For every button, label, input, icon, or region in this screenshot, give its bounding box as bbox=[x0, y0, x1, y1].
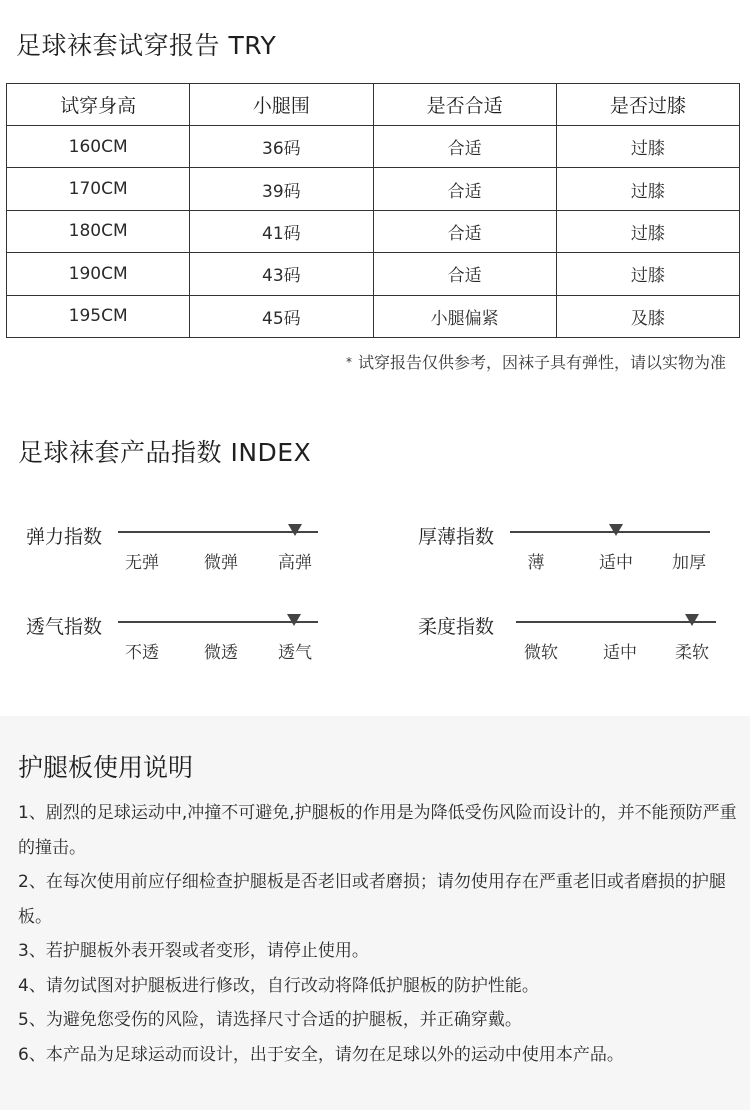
index-marker-icon bbox=[288, 524, 302, 536]
index-label: 厚薄指数 bbox=[418, 526, 495, 548]
index-marker-icon bbox=[685, 614, 699, 626]
table-row bbox=[7, 168, 740, 210]
cell-calf: 36码 bbox=[190, 126, 373, 168]
cell-height: 195CM bbox=[7, 295, 190, 337]
cell-calf: 45码 bbox=[190, 295, 373, 337]
cell-over-knee: 过膝 bbox=[556, 126, 739, 168]
index-marker-icon bbox=[609, 524, 623, 536]
cell-fit: 合适 bbox=[373, 210, 556, 252]
header-fit: 是否合适 bbox=[373, 84, 556, 126]
cell-over-knee: 过膝 bbox=[556, 168, 739, 210]
table-row bbox=[7, 295, 740, 337]
cell-fit: 小腿偏紧 bbox=[373, 295, 556, 337]
shin-guard-title: 护腿板使用说明 bbox=[18, 753, 194, 782]
index-option: 微弹 bbox=[204, 553, 238, 573]
cell-fit: 合适 bbox=[373, 253, 556, 295]
index-option: 薄 bbox=[527, 553, 545, 573]
index-option: 高弹 bbox=[278, 553, 312, 573]
header-height: 试穿身高 bbox=[7, 84, 190, 126]
table-header-row bbox=[7, 84, 740, 126]
cell-calf: 39码 bbox=[190, 168, 373, 210]
index-breathability bbox=[26, 612, 346, 682]
index-option: 微透 bbox=[204, 643, 238, 663]
table-row bbox=[7, 253, 740, 295]
index-thickness bbox=[418, 522, 738, 592]
index-option: 不透 bbox=[125, 643, 159, 663]
cell-over-knee: 及膝 bbox=[556, 295, 739, 337]
index-option: 适中 bbox=[603, 643, 637, 663]
cell-over-knee: 过膝 bbox=[556, 210, 739, 252]
cell-calf: 43码 bbox=[190, 253, 373, 295]
table-row bbox=[7, 210, 740, 252]
cell-fit: 合适 bbox=[373, 126, 556, 168]
table-row bbox=[7, 126, 740, 168]
index-option: 适中 bbox=[599, 553, 633, 573]
index-elasticity bbox=[26, 522, 346, 592]
list-item: 6、本产品为足球运动而设计，出于安全，请勿在足球以外的运动中使用本产品。 bbox=[18, 1044, 624, 1065]
list-item: 3、若护腿板外表开裂或者变形，请停止使用。 bbox=[18, 941, 369, 961]
header-over-knee: 是否过膝 bbox=[556, 84, 739, 126]
cell-over-knee: 过膝 bbox=[556, 253, 739, 295]
try-report-title: 足球袜套试穿报告 TRY bbox=[16, 31, 277, 60]
cell-fit: 合适 bbox=[373, 168, 556, 210]
index-option: 柔软 bbox=[675, 643, 709, 663]
index-option: 微软 bbox=[524, 643, 558, 663]
list-item: 4、请勿试图对护腿板进行修改，自行改动将降低护腿板的防护性能。 bbox=[18, 975, 539, 996]
index-label: 弹力指数 bbox=[26, 526, 103, 548]
asterisk-icon: * bbox=[345, 355, 352, 369]
list-item: 2、在每次使用前应仔细检查护腿板是否老旧或者磨损；请勿使用存在严重老旧或者磨损的护腿板。 bbox=[18, 872, 726, 927]
try-report-table bbox=[6, 83, 740, 338]
shin-guard-instructions bbox=[18, 796, 738, 1072]
index-option: 透气 bbox=[278, 643, 312, 663]
list-item: 5、为避免您受伤的风险，请选择尺寸合适的护腿板，并正确穿戴。 bbox=[18, 1010, 522, 1030]
cell-calf: 41码 bbox=[190, 210, 373, 252]
index-softness bbox=[418, 612, 738, 682]
cell-height: 180CM bbox=[7, 210, 190, 252]
index-title: 足球袜套产品指数 INDEX bbox=[18, 438, 312, 467]
cell-height: 160CM bbox=[7, 126, 190, 168]
try-report-note bbox=[346, 350, 726, 373]
index-label: 柔度指数 bbox=[418, 616, 495, 638]
index-option: 无弹 bbox=[125, 553, 159, 573]
index-label: 透气指数 bbox=[26, 616, 103, 638]
note-text: 试穿报告仅供参考，因袜子具有弹性，请以实物为准 bbox=[357, 353, 726, 372]
header-calf: 小腿围 bbox=[190, 84, 373, 126]
cell-height: 170CM bbox=[7, 168, 190, 210]
cell-height: 190CM bbox=[7, 253, 190, 295]
shin-guard-section bbox=[0, 716, 750, 1110]
index-option: 加厚 bbox=[672, 553, 706, 573]
index-marker-icon bbox=[287, 614, 301, 626]
list-item: 1、剧烈的足球运动中,冲撞不可避免,护腿板的作用是为降低受伤风险而设计的，并不能预防严重的撞击。 bbox=[18, 803, 737, 858]
